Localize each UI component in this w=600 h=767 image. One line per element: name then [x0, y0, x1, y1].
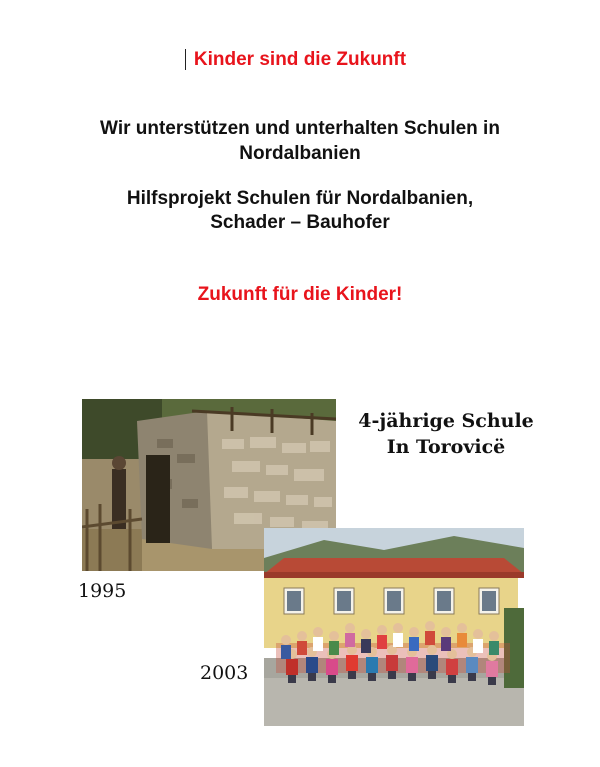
- caption-line-1: 4-jährige Schule: [358, 410, 534, 432]
- project-line-2: Schader – Bauhofer: [210, 212, 390, 233]
- photo-school-2003: [264, 528, 524, 726]
- slogan: Zukunft für die Kinder!: [197, 284, 403, 305]
- document-title: Kinder sind die Zukunft: [193, 49, 407, 70]
- year-label-2003: 2003: [200, 662, 249, 684]
- project-line-1: Hilfsprojekt Schulen für Nordalbanien,: [126, 188, 474, 209]
- caption-line-2: In Torovicë: [386, 436, 506, 458]
- subtitle-line-2: Nordalbanien: [239, 143, 361, 164]
- year-label-1995: 1995: [78, 580, 127, 602]
- subtitle-line-1: Wir unterstützen und unterhalten Schulen in: [100, 118, 500, 139]
